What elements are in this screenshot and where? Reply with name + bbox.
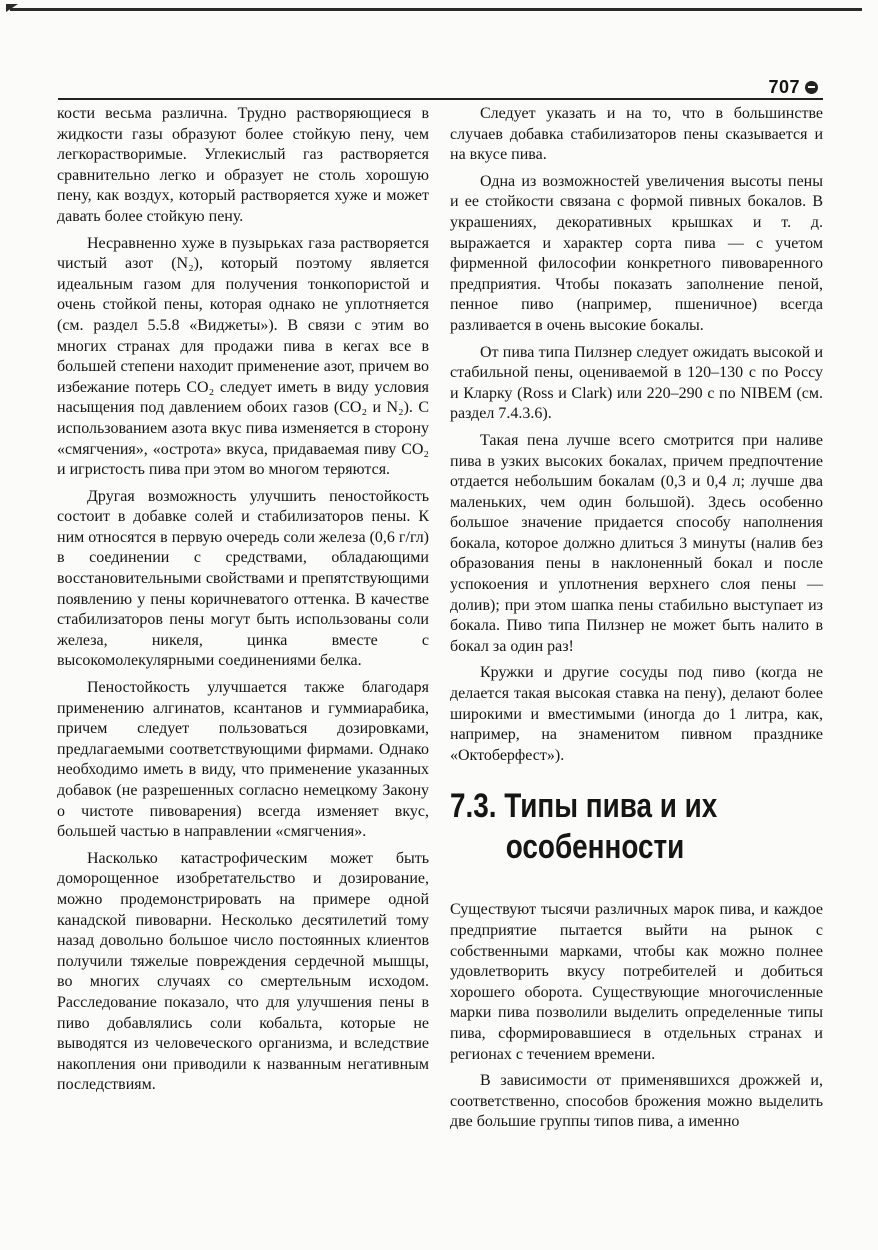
paragraph: Кружки и другие сосуды под пиво (когда не делается такая высокая ставка на пену), делают более широкими и вместимыми (иногда до 1 литра, как, например, на знаменитом пивном празднике «Октоберфест»). (450, 664, 823, 764)
section-heading-line2: особенности (505, 828, 685, 867)
paragraph: Другая возможность улучшить пеностойкость состоит в добавке солей и стабилизаторов пены. К ним относятся в первую очередь соли железа (0,6 г/гл) в соединении с средствами, обладающими восстановительными свойствами и препятствующими появлению у пены коричневатого оттенка. В качестве стабилизаторов пены могут быть использованы соли железа, никеля, цинка вместе с высокомолекулярными соединениями белка. (57, 487, 429, 670)
page-number: 707 (768, 77, 800, 97)
paragraph: Несравненно хуже в пузырьках газа растворяется чистый азот (N₂), который поэтому является идеальным газом для получения тонкопористой и очень стойкой пены, которая однако не уплотняется (см. раздел 5.5.8 «Виджеты»). В связи с этим во многих странах для продажи пива в кегах все в большей степени находит применение азот, причем во избежание потерь CO₂ следует иметь в виду условия насыщения под давлением обоих газов (CO₂ и N₂). С использованием азота вкус пива изменяется в сторону «смягчения», «острота» вкуса, придаваемая пиву CO₂ и игристость пива при этом во многом теряются. (57, 234, 429, 479)
right-column (450, 104, 823, 1139)
paragraph: Существуют тысячи различных марок пива, и каждое предприятие пытается выйти на рынок с собственными марками, чтобы как можно полнее удовлетворить вкусу потребителей и добиться хорошего оборота. Существующие многочисленные марки пива позволили выделить определенные типы пива, сформировавшиеся в отдельных странах и регионах с течением времени. (450, 901, 823, 1063)
section-heading (450, 786, 756, 868)
paragraph: кости весьма различна. Трудно растворяющиеся в жидкости газы образуют более стойкую пену, чем легкорастворимые. Углекислый газ растворяется сравнительно легко и образует не столь хорошую пену, как воздух, который растворяется хуже и может давать более стойкую пену. (57, 105, 429, 225)
header-rule (58, 98, 823, 100)
paragraph: Следует указать и на то, что в большинстве случаев добавка стабилизаторов пены сказывается и на вкусе пива. (450, 105, 823, 164)
paragraph: От пива типа Пилзнер следует ожидать высокой и стабильной пены, оцениваемой в 120–130 с по Россу и Кларку (Ross и Clark) или 220–290 с по NIBEM (см. раздел 7.4.3.6). (450, 343, 823, 423)
paragraph: Пеностойкость улучшается также благодаря применению алгинатов, ксантанов и гуммиарабика, причем следует пользоваться дозировками, предлагаемыми соответствующими фирмами. Однако необходимо иметь в виду, что применение указанных добавок (не разрешенных согласно немецкому Закону о чистоте пивоварения) всегда изменяет вкус, большей частью в направлении «смягчения». (57, 679, 429, 841)
paragraph: Одна из возможностей увеличения высоты пены и ее стойкости связана с формой пивных бокалов. В украшениях, декоративных крышках и т. д. выражается и характер сорта пива — с учетом фирменной философии конкретного пивоваренного предприятия. Чтобы показать заполнение пеной, пенное пиво (например, пшеничное) всегда разливается в очень высокие бокалы. (450, 172, 823, 334)
section-heading-line1: 7.3. Типы пива и их (450, 787, 718, 826)
paragraph: Насколько катастрофическим может быть доморощенное изобретательство и дозирование, можно продемонстрировать на примере одной канадской пивоварни. Несколько десятилетий тому назад довольно большое число постоянных клиентов получили тяжелые повреждения сердечной мышцы, во многих случаях со смертельным исходом. Расследование показало, что для улучшения пены в пиво добавлялись соли кобальта, которые не выводятся из человеческого организма, и вследствие накопления они приводили к названным негативным последствиям. (57, 849, 429, 1094)
paragraph: Такая пена лучше всего смотрится при наливе пива в узких высоких бокалах, причем предпочтение отдается небольшим бокалам (0,3 и 0,4 л; лучше два маленьких, чем один большой). Здесь особенно большое значение придается способу наполнения бокала, которое должно длиться 3 минуты (налив без образования пены в наклоненный бокал и после успокоения и уплотнения верхнего слоя пены — долив); при этом шапка пены стабильно выступает из бокала. Пиво типа Пилзнер не может быть налито в бокал за один раз! (450, 431, 823, 655)
page-dot-icon (805, 81, 818, 94)
left-column (57, 104, 429, 1102)
top-rule (10, 8, 862, 11)
paragraph: В зависимости от применявшихся дрожжей и, соответственно, способов брожения можно выделить две большие группы типов пива, а именно (450, 1072, 823, 1131)
